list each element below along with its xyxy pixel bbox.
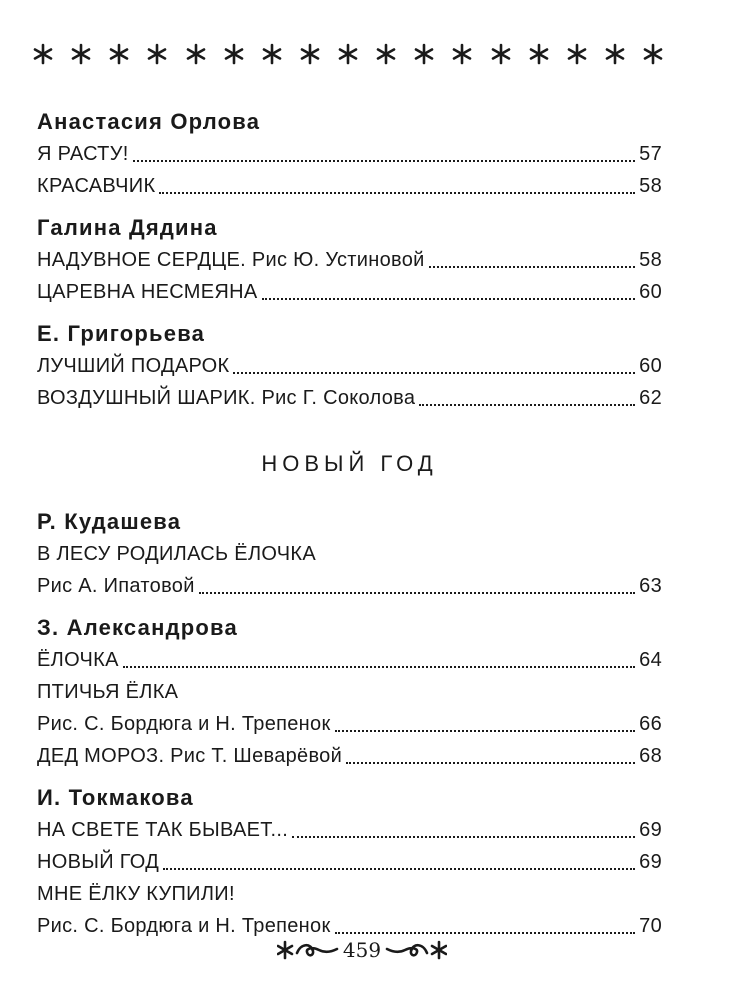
entry-title-line[interactable]: ПТИЧЬЯ ЁЛКА	[37, 681, 179, 703]
entry-title: НОВЫЙ ГОД	[37, 851, 160, 873]
author-name: И. Токмакова	[37, 785, 194, 810]
page-number: 68	[639, 745, 662, 767]
entry-title: ДЕД МОРОЗ. Рис Т. Шеварёвой	[37, 745, 343, 767]
asterisk-star-icon	[261, 43, 283, 65]
entry-title: Рис А. Ипатовой	[37, 575, 195, 597]
toc-entry[interactable]	[37, 244, 662, 276]
page-number: 66	[639, 713, 662, 735]
asterisk-star-icon	[375, 43, 397, 65]
entry-title: НА СВЕТЕ ТАК БЫВАЕТ...	[37, 819, 289, 841]
section-heading: НОВЫЙ ГОД	[261, 451, 438, 476]
dot-leader	[199, 592, 635, 594]
toc-entry[interactable]	[37, 276, 662, 308]
asterisk-star-icon	[528, 43, 550, 65]
author-name: Галина Дядина	[37, 215, 218, 240]
dot-leader	[133, 160, 636, 162]
page-number: 62	[639, 387, 662, 409]
page-number: 69	[639, 819, 662, 841]
dot-leader	[233, 372, 635, 374]
toc-entry[interactable]	[37, 708, 662, 740]
entry-title: Я РАСТУ!	[37, 143, 129, 165]
page-number: 69	[639, 851, 662, 873]
star-swirl-ornament-icon	[277, 939, 339, 961]
page-number: 70	[639, 915, 662, 937]
toc-entry[interactable]	[37, 814, 662, 846]
dot-leader	[335, 730, 636, 732]
asterisk-star-icon	[413, 43, 435, 65]
toc-entry[interactable]	[37, 570, 662, 602]
entry-title: ЁЛОЧКА	[37, 649, 119, 671]
asterisk-star-icon	[337, 43, 359, 65]
page-number: 60	[639, 355, 662, 377]
dot-leader	[123, 666, 635, 668]
asterisk-star-icon	[451, 43, 473, 65]
author-name: Е. Григорьева	[37, 321, 206, 346]
asterisk-star-icon	[642, 43, 664, 65]
page-footer	[262, 935, 462, 965]
star-ornament-row	[32, 36, 664, 72]
entry-title: КРАСАВЧИК	[37, 175, 156, 197]
page-number: 57	[639, 143, 662, 165]
page-number: 63	[639, 575, 662, 597]
asterisk-star-icon	[490, 43, 512, 65]
page-number: 60	[639, 281, 662, 303]
toc-entry[interactable]	[37, 846, 662, 878]
dot-leader	[159, 192, 635, 194]
entry-title: ЦАРЕВНА НЕСМЕЯНА	[37, 281, 258, 303]
author-name: Анастасия Орлова	[37, 109, 261, 134]
dot-leader	[419, 404, 635, 406]
page-number: 58	[639, 249, 662, 271]
dot-leader	[292, 836, 635, 838]
entry-title-line[interactable]: В ЛЕСУ РОДИЛАСЬ ЁЛОЧКА	[37, 543, 317, 565]
toc-entry[interactable]	[37, 138, 662, 170]
page-number: 58	[639, 175, 662, 197]
toc-entry[interactable]	[37, 740, 662, 772]
asterisk-star-icon	[185, 43, 207, 65]
toc-entry[interactable]	[37, 644, 662, 676]
dot-leader	[163, 868, 635, 870]
asterisk-star-icon	[70, 43, 92, 65]
dot-leader	[429, 266, 636, 268]
entry-title: ВОЗДУШНЫЙ ШАРИК. Рис Г. Соколова	[37, 387, 416, 409]
dot-leader	[262, 298, 636, 300]
entry-title: ЛУЧШИЙ ПОДАРОК	[37, 355, 230, 377]
star-swirl-ornament-icon	[385, 939, 447, 961]
page-number: 64	[639, 649, 662, 671]
toc-entry[interactable]	[37, 382, 662, 414]
dot-leader	[346, 762, 635, 764]
table-of-contents	[37, 106, 662, 942]
author-name: Р. Кудашева	[37, 509, 182, 534]
dot-leader	[335, 932, 636, 934]
asterisk-star-icon	[604, 43, 626, 65]
entry-title: Рис. С. Бордюга и Н. Трепенок	[37, 915, 331, 937]
toc-entry[interactable]	[37, 350, 662, 382]
entry-title: Рис. С. Бордюга и Н. Трепенок	[37, 713, 331, 735]
author-name: З. Александрова	[37, 615, 238, 640]
asterisk-star-icon	[299, 43, 321, 65]
asterisk-star-icon	[223, 43, 245, 65]
asterisk-star-icon	[146, 43, 168, 65]
asterisk-star-icon	[566, 43, 588, 65]
entry-title-line[interactable]: МНЕ ЁЛКУ КУПИЛИ!	[37, 883, 235, 905]
toc-entry[interactable]	[37, 170, 662, 202]
entry-title: НАДУВНОЕ СЕРДЦЕ. Рис Ю. Устиновой	[37, 249, 425, 271]
asterisk-star-icon	[108, 43, 130, 65]
asterisk-star-icon	[32, 43, 54, 65]
page-number-footer: 459	[342, 938, 382, 962]
